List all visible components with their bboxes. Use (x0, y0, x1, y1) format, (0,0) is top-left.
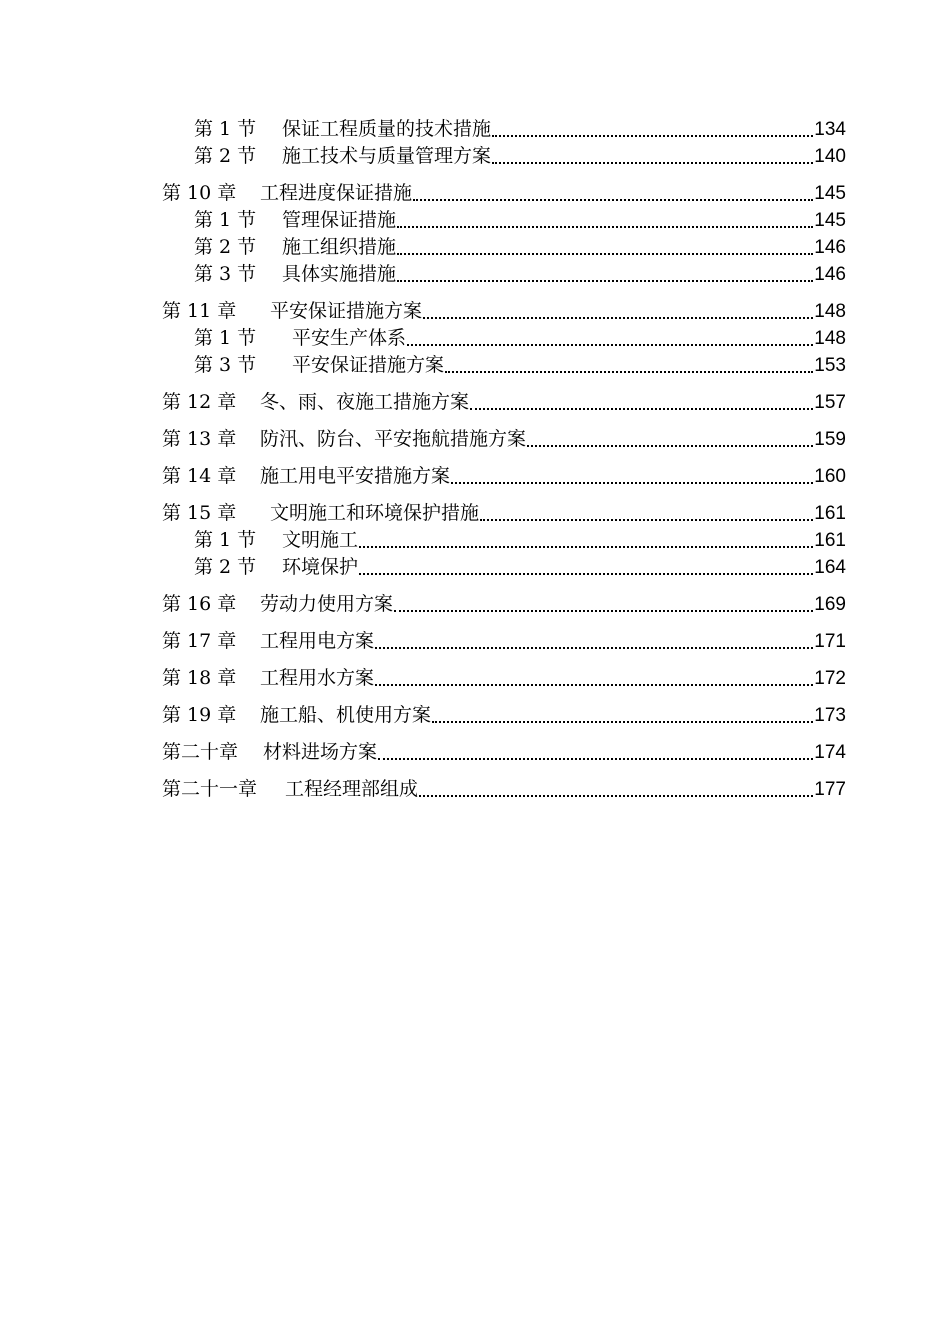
toc-entry-number: 第 18 章 (162, 667, 237, 689)
toc-entry-page: 145 (814, 183, 846, 204)
toc-entry-title: 平安保证措施方案 (270, 300, 423, 322)
toc-entry-section[interactable] (162, 143, 846, 170)
dot-leader (375, 647, 813, 649)
toc-entry-page: 145 (814, 210, 846, 231)
toc-entry-section[interactable] (162, 207, 846, 234)
toc-entry-number: 第 1 节 (194, 529, 257, 551)
toc-entry-number: 第 3 节 (194, 354, 257, 376)
toc-entry-title: 工程用电方案 (260, 630, 375, 652)
dot-leader (492, 135, 813, 137)
dot-leader (432, 721, 813, 723)
toc-entry-page: 134 (814, 119, 846, 140)
toc-entry-page: 161 (814, 503, 846, 524)
toc-entry-page: 161 (814, 530, 846, 551)
toc-entry-chapter[interactable] (162, 776, 846, 803)
dot-leader (397, 253, 813, 255)
toc-entry-title: 工程用水方案 (260, 667, 375, 689)
dot-leader (419, 795, 813, 797)
toc-entry-section[interactable] (162, 261, 846, 288)
toc-entry-page: 146 (814, 237, 846, 258)
toc-entry-title: 劳动力使用方案 (260, 593, 394, 615)
toc-entry-number: 第 2 节 (194, 236, 257, 258)
toc-entry-page: 169 (814, 594, 846, 615)
toc-entry-number: 第 17 章 (162, 630, 237, 652)
dot-leader (397, 280, 813, 282)
dot-leader (492, 162, 813, 164)
toc-entry-title: 管理保证措施 (282, 209, 397, 231)
toc-entry-title: 施工组织措施 (282, 236, 397, 258)
toc-entry-section[interactable] (162, 527, 846, 554)
toc-entry-section[interactable] (162, 554, 846, 581)
toc-entry-number: 第 1 节 (194, 118, 257, 140)
toc-entry-number: 第 13 章 (162, 428, 237, 450)
toc-entry-number: 第二十章 (162, 741, 239, 763)
toc-entry-title: 工程进度保证措施 (260, 182, 413, 204)
toc-entry-page: 148 (814, 328, 846, 349)
toc-entry-title: 环境保护 (282, 556, 359, 578)
toc-entry-number: 第 12 章 (162, 391, 237, 413)
toc-entry-page: 177 (814, 779, 846, 800)
toc-entry-chapter[interactable] (162, 389, 846, 416)
toc-entry-page: 159 (814, 429, 846, 450)
toc-entry-number: 第 14 章 (162, 465, 237, 487)
toc-entry-title: 具体实施措施 (282, 263, 397, 285)
toc-entry-section[interactable] (162, 116, 846, 143)
dot-leader (394, 610, 813, 612)
toc-entry-title: 保证工程质量的技术措施 (282, 118, 492, 140)
dot-leader (378, 758, 813, 760)
toc-entry-number: 第 3 节 (194, 263, 257, 285)
dot-leader (445, 371, 813, 373)
toc-entry-page: 148 (814, 301, 846, 322)
toc-entry-chapter[interactable] (162, 463, 846, 490)
toc-entry-chapter[interactable] (162, 702, 846, 729)
toc-entry-number: 第二十一章 (162, 778, 258, 800)
toc-entry-page: 174 (814, 742, 846, 763)
toc-entry-page: 171 (814, 631, 846, 652)
toc-entry-title: 材料进场方案 (263, 741, 378, 763)
toc-entry-chapter[interactable] (162, 298, 846, 325)
toc-entry-page: 157 (814, 392, 846, 413)
toc-entry-chapter[interactable] (162, 739, 846, 766)
toc-entry-page: 146 (814, 264, 846, 285)
toc-entry-number: 第 11 章 (162, 300, 237, 322)
toc-entry-section[interactable] (162, 325, 846, 352)
dot-leader (470, 408, 813, 410)
toc-entry-title: 工程经理部组成 (285, 778, 419, 800)
toc-entry-title: 冬、雨、夜施工措施方案 (260, 391, 470, 413)
dot-leader (413, 199, 813, 201)
toc-entry-section[interactable] (162, 234, 846, 261)
toc-entry-chapter[interactable] (162, 628, 846, 655)
toc-entry-chapter[interactable] (162, 426, 846, 453)
toc-entry-page: 160 (814, 466, 846, 487)
dot-leader (480, 519, 813, 521)
dot-leader (527, 445, 813, 447)
toc-entry-title: 平安生产体系 (292, 327, 407, 349)
dot-leader (397, 226, 813, 228)
dot-leader (407, 344, 813, 346)
toc-entry-number: 第 16 章 (162, 593, 237, 615)
toc-entry-chapter[interactable] (162, 500, 846, 527)
toc-entry-chapter[interactable] (162, 180, 846, 207)
dot-leader (423, 317, 813, 319)
toc-entry-title: 防汛、防台、平安拖航措施方案 (260, 428, 527, 450)
toc-entry-number: 第 10 章 (162, 182, 237, 204)
dot-leader (451, 482, 813, 484)
toc-entry-title: 施工技术与质量管理方案 (282, 145, 492, 167)
toc-entry-page: 153 (814, 355, 846, 376)
toc-entry-number: 第 1 节 (194, 209, 257, 231)
dot-leader (359, 546, 813, 548)
toc-entry-title: 文明施工 (282, 529, 359, 551)
toc-entry-number: 第 19 章 (162, 704, 237, 726)
toc-entry-number: 第 2 节 (194, 556, 257, 578)
toc-entry-chapter[interactable] (162, 591, 846, 618)
toc-entry-number: 第 1 节 (194, 327, 257, 349)
table-of-contents (162, 116, 846, 803)
dot-leader (375, 684, 813, 686)
toc-entry-title: 文明施工和环境保护措施 (270, 502, 480, 524)
toc-entry-page: 164 (814, 557, 846, 578)
toc-entry-title: 施工用电平安措施方案 (260, 465, 451, 487)
toc-entry-section[interactable] (162, 352, 846, 379)
toc-entry-number: 第 2 节 (194, 145, 257, 167)
toc-entry-title: 施工船、机使用方案 (260, 704, 432, 726)
dot-leader (359, 573, 813, 575)
toc-entry-page: 172 (814, 668, 846, 689)
toc-entry-page: 140 (814, 146, 846, 167)
toc-entry-title: 平安保证措施方案 (292, 354, 445, 376)
toc-entry-number: 第 15 章 (162, 502, 237, 524)
toc-entry-page: 173 (814, 705, 846, 726)
toc-entry-chapter[interactable] (162, 665, 846, 692)
